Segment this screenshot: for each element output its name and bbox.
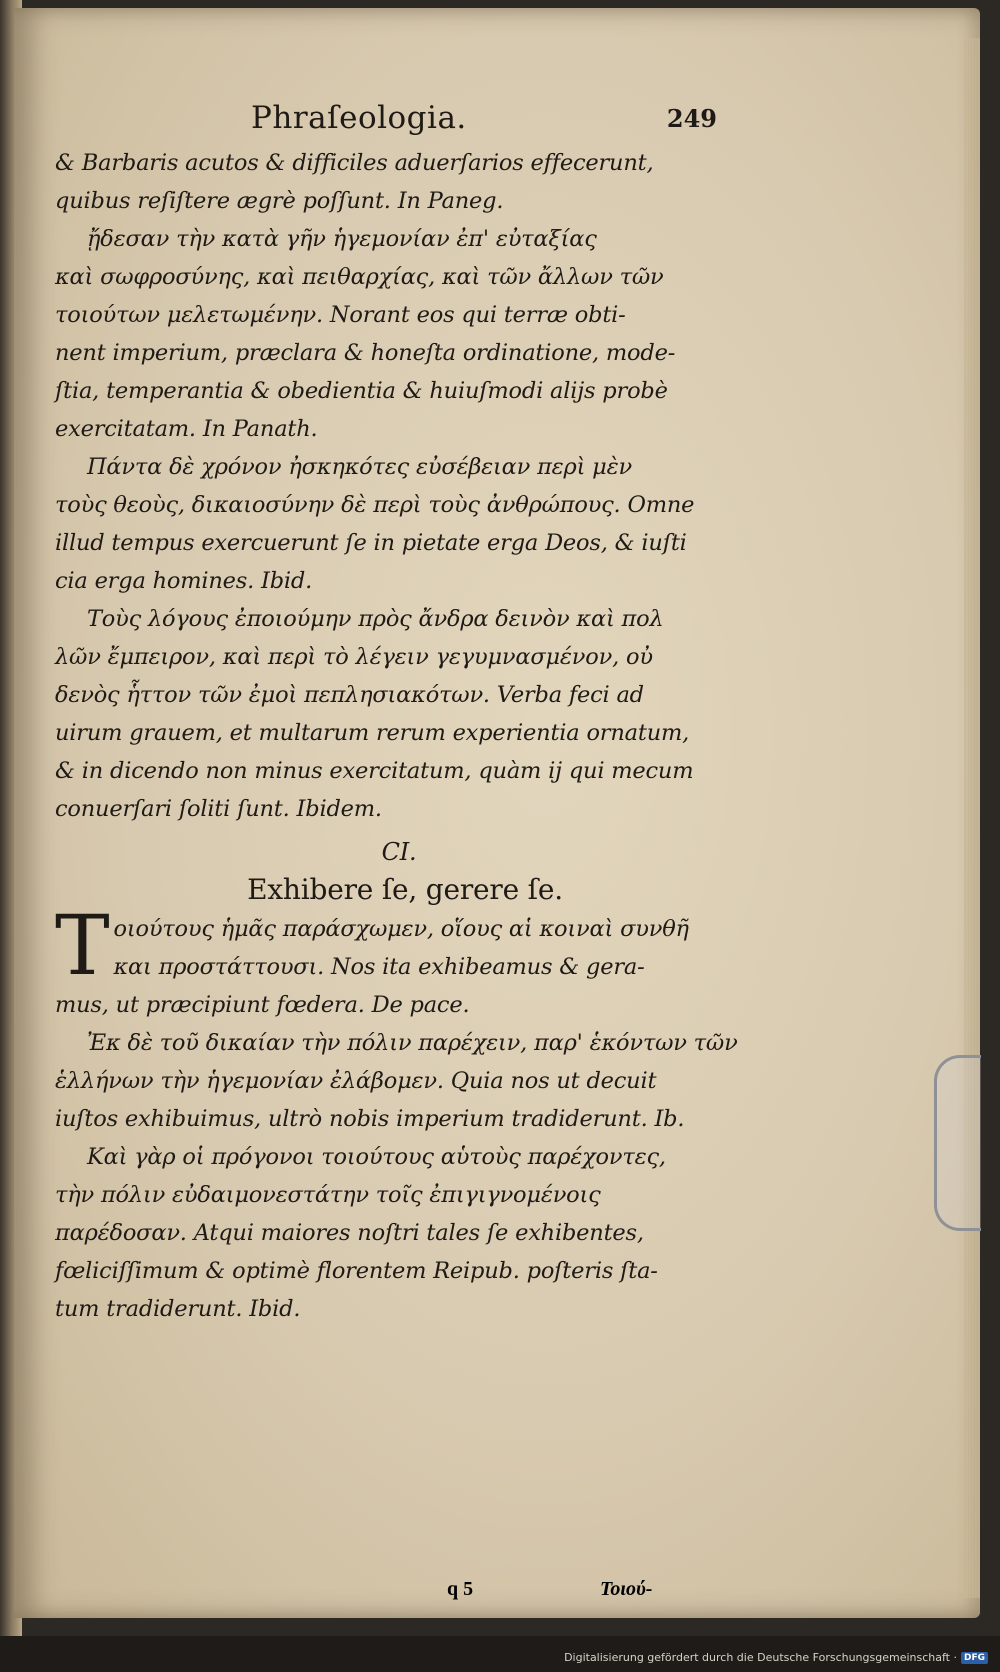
running-head [55,100,715,144]
show-through-margin [14,0,54,1600]
drop-cap: T [55,899,110,994]
credit-text: Digitalisierung gefördert durch die Deutsche Forschungsgemeinschaft · [564,1651,957,1664]
text-line: & in dicendo non minus exercitatum, quàm ij qui mecum [55,758,694,784]
text-line: παρέδοσαν. Atqui maiores noſtri tales ſe exhibentes, [55,1220,644,1246]
text-line: uirum grauem, et multarum rerum experientia ornatum, [55,720,690,746]
text-line: quibus reſiſtere ægrè poſſunt. In Paneg. [55,188,504,214]
text-line: nent imperium, præclara & honeſta ordinatione, mode- [55,340,676,366]
paragraph [55,448,715,600]
section-title: Exhibere ſe, gerere ſe. [247,873,563,906]
text-line: cia erga homines. Ibid. [55,568,313,594]
dfg-logo-icon: DFG [961,1652,988,1664]
text-line: ᾔδεσαν τὴν κατὰ γῆν ἡγεμονίαν ἐπ' εὐταξίας [87,226,597,252]
text-line: οιούτους ἡμᾶς παράσχωμεν, οἵους αἱ κοιναὶ συνθῆ [113,916,689,942]
text-line: Ἐκ δὲ τοῦ δικαίαν τὴν πόλιν παρέχειν, παρ' ἑκόντων τῶν [87,1030,738,1056]
text-line: tum tradiderunt. Ibid. [55,1296,301,1322]
paragraph [55,220,715,448]
paragraph [55,1138,715,1328]
text-line: και προστάττουσι. Nos ita exhibeamus & gera- [113,954,645,980]
text-line: Τοὺς λόγους ἐποιούμην πρὸς ἄνδρα δεινὸν καὶ πολ [87,606,664,632]
text-line: iuſtos exhibuimus, ultrò nobis imperium tradiderunt. Ib. [55,1106,685,1132]
paragraph [55,1024,738,1138]
running-head-title: Phraſeologia. [251,100,467,136]
paragraph [55,600,715,828]
page-edges [964,38,980,1598]
bookmark-clip [934,1055,981,1231]
page-footer [55,1578,715,1618]
text-line: τοὺς θεοὺς, δικαιοσύνην δὲ περὶ τοὺς ἀνθρώπους. Omne [55,492,695,518]
text-line: καὶ σωφροσύνης, καὶ πειθαρχίας, καὶ τῶν ἄλλων τῶν [55,264,664,290]
text-line: fœliciſſimum & optimè florentem Reipub. poſteris ſta- [55,1258,658,1284]
funding-credit [564,1651,988,1664]
page-text [55,100,738,1328]
text-line: λῶν ἔμπειρον, καὶ περὶ τὸ λέγειν γεγυμνασμένον, οὐ [55,644,653,670]
paragraph [55,144,715,220]
text-line: illud tempus exercuerunt ſe in pietate erga Deos, & iuſti [55,530,687,556]
text-line: δενὸς ἧττον τῶν ἐμοὶ πεπλησιακότων. Verba feci ad [55,682,644,708]
text-line: ἑλλήνων τὴν ἡγεμονίαν ἐλάβομεν. Quia nos ut decuit [55,1068,657,1094]
body-text [55,144,738,1328]
text-line: conuerſari ſoliti ſunt. Ibidem. [55,796,382,822]
signature-mark: q 5 [447,1578,474,1600]
text-line: mus, ut præcipiunt fœdera. De pace. [55,992,470,1018]
text-line: τοιούτων μελετωμένην. Norant eos qui terræ obti- [55,302,626,328]
text-line: ſtia, temperantia & obedientia & huiuſmodi alijs probè [55,378,668,404]
text-line: Πάντα δὲ χρόνον ἠσκηκότες εὐσέβειαν περὶ μὲν [87,454,632,480]
text-line: τὴν πόλιν εὐδαιμονεστάτην τοῖς ἐπιγιγνομένοις [55,1182,601,1208]
text-line: & Barbaris acutos & difficiles aduerſarios effecerunt, [55,150,654,176]
section-number: CI. [381,838,417,866]
text-line: exercitatam. In Panath. [55,416,318,442]
credit-bar [0,1636,1000,1672]
text-line: Καὶ γὰρ οἱ πρόγονοι τοιούτους αὑτοὺς παρέχοντες, [87,1144,666,1170]
page-number: 249 [666,104,717,133]
catchword: Τοιού- [600,1578,653,1600]
paragraph [55,899,715,1024]
